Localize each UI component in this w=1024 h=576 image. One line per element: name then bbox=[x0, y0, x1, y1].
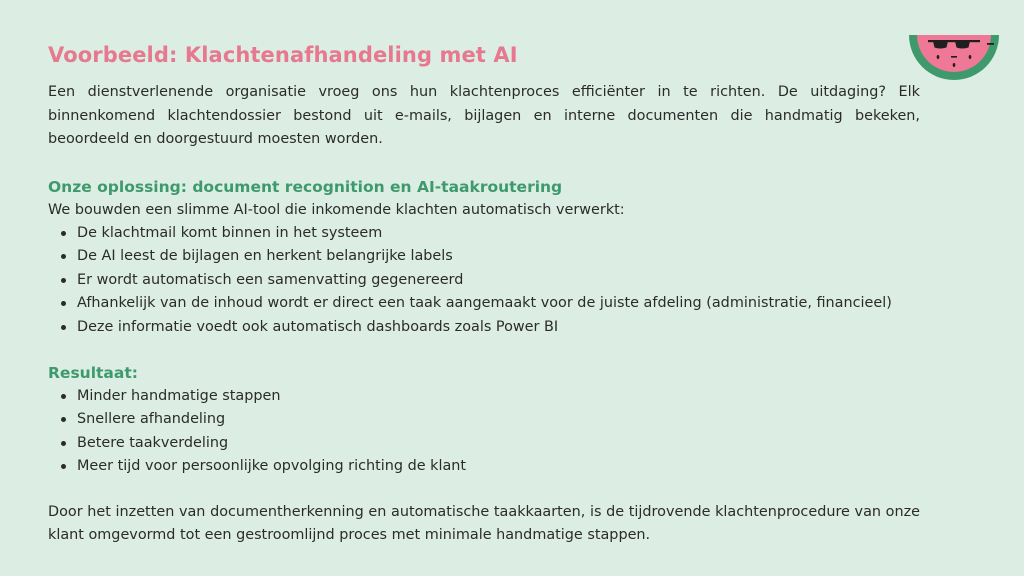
result-list bbox=[48, 385, 920, 479]
slide-content bbox=[48, 41, 920, 548]
list-item bbox=[61, 432, 920, 455]
list-item bbox=[61, 222, 920, 245]
bullet-icon bbox=[61, 278, 66, 283]
list-item bbox=[61, 269, 920, 292]
list-item bbox=[61, 245, 920, 268]
bullet-icon bbox=[61, 301, 66, 306]
bullet-icon bbox=[61, 254, 66, 259]
bullet-icon bbox=[61, 441, 66, 446]
intro-paragraph: Een dienstverlenende organisatie vroeg ons hun klachtenproces efficiënter in te richten. De uitdaging? Elk binnenkomend klachtendossier bestond uit e-mails, bijlagen en interne documenten die handmatig bekeken, beoordeeld en doorgestuurd moesten worden. bbox=[48, 84, 920, 147]
list-item bbox=[61, 408, 920, 431]
solution-heading: Onze oplossing: document recognition en AI-taakroutering bbox=[48, 177, 563, 196]
list-item bbox=[61, 455, 920, 478]
list-item-text: Betere taakverdeling bbox=[77, 434, 229, 451]
list-item-text: Minder handmatige stappen bbox=[77, 388, 281, 405]
watermelon-sunglasses-icon bbox=[908, 34, 1000, 82]
list-item bbox=[61, 292, 920, 315]
list-item-text: Deze informatie voedt ook automatisch dashboards zoals Power BI bbox=[77, 318, 559, 335]
solution-list bbox=[48, 222, 920, 339]
list-item-text: Er wordt automatisch een samenvatting gegenereerd bbox=[77, 271, 464, 288]
page-title: Voorbeeld: Klachtenafhandeling met AI bbox=[48, 43, 518, 67]
list-item-text: Snellere afhandeling bbox=[77, 411, 226, 428]
bullet-icon bbox=[61, 231, 66, 236]
result-heading: Resultaat: bbox=[48, 364, 138, 383]
list-item-text: De klachtmail komt binnen in het systeem bbox=[77, 225, 383, 241]
list-item-text: Meer tijd voor persoonlijke opvolging richting de klant bbox=[77, 458, 467, 475]
list-item-text: De AI leest de bijlagen en herkent belangrijke labels bbox=[77, 248, 453, 265]
list-item bbox=[61, 316, 920, 339]
solution-lead: We bouwden een slimme AI-tool die inkomende klachten automatisch verwerkt: bbox=[48, 201, 625, 218]
list-item-text: Afhankelijk van de inhoud wordt er direct een taak aangemaakt voor de juiste afdeling (administratie, financieel) bbox=[77, 295, 892, 312]
mouth-icon bbox=[951, 56, 957, 58]
conclusion-paragraph: Door het inzetten van documentherkenning en automatische taakkaarten, is de tijdrovende klachtenprocedure van onze klant omgevormd tot een gestroomlijnd proces met minimale handmatige stappen. bbox=[48, 503, 920, 544]
list-item bbox=[61, 385, 920, 408]
bullet-icon bbox=[61, 394, 66, 399]
bullet-icon bbox=[61, 464, 66, 469]
bullet-icon bbox=[61, 325, 66, 330]
bullet-icon bbox=[61, 417, 66, 422]
